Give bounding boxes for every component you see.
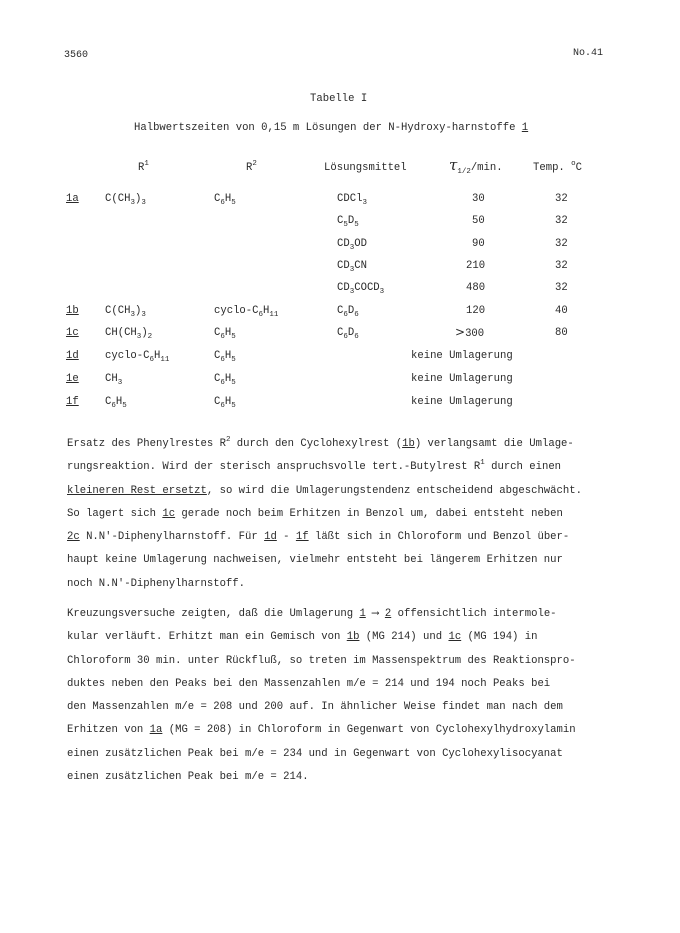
caption-text: Halbwertszeiten von 0,15 m Lösungen der N-Hydroxy-harnstoffe <box>134 122 522 134</box>
text-line: 2c N.N'-Diphenylharnstoff. Für 1d - 1f läßt sich in Chloroform und Benzol über- <box>67 531 570 544</box>
cell-halftime: 50 <box>472 215 485 227</box>
cell-halftime: 30 <box>472 193 485 205</box>
cell-temp: 40 <box>555 305 568 317</box>
paragraph-1 <box>67 433 622 596</box>
greater-than-symbol: > <box>455 325 466 339</box>
paragraph-2 <box>67 603 622 789</box>
cell-r1: $CH(CH_3)_2$ <box>105 327 153 341</box>
text-line: noch N.N'-Diphenylharnstoff. <box>67 577 246 590</box>
cell-r2: $C_6H_5$ <box>214 373 236 387</box>
cell-r1: $CH_3$ <box>105 373 123 387</box>
cell-r2: $C_6H_5$ <box>214 350 236 364</box>
cell-halftime: 120 <box>466 305 486 317</box>
tau-symbol: τ <box>449 156 458 174</box>
cell-r1: cyclo-$C_6H_{11}$ <box>105 350 170 364</box>
text-line: kular verläuft. Erhitzt man ein Gemisch von 1b (MG 214) und 1c (MG 194) in <box>67 631 538 644</box>
cell-r1: $C(CH_3)_3$ <box>105 305 146 319</box>
cell-temp: 32 <box>555 215 568 227</box>
text-line: den Massenzahlen m/e = 208 und 200 auf. In ähnlicher Weise findet man nach dem <box>67 701 563 714</box>
row-id: 1c <box>66 327 79 339</box>
text-line: Ersatz des Phenylrestes $R^2$ durch den Cyclohexylrest (1b) verlangsamt die Umlage- <box>67 436 574 450</box>
cell-r2: $C_6H_5$ <box>214 193 236 207</box>
cell-r2: $C_6H_5$ <box>214 327 236 341</box>
cell-temp: 32 <box>555 238 568 250</box>
text-line: rungsreaktion. Wird der sterisch anspruchsvolle tert.-Butylrest $R^1$ durch einen <box>67 459 562 474</box>
caption-ref: 1 <box>521 122 529 134</box>
cell-r2: $C_6H_5$ <box>214 396 236 410</box>
table-caption <box>134 122 528 134</box>
cell-halftime: 90 <box>472 238 485 250</box>
page-number: 3560 <box>64 50 89 61</box>
row-id: 1e <box>66 373 79 385</box>
cell-r1: $C_6H_5$ <box>105 396 127 410</box>
row-id: 1b <box>66 305 79 317</box>
cell-solvent: $CD_3CN$ <box>337 260 367 274</box>
cell-temp: 32 <box>555 282 568 294</box>
cell-solvent: $C_6D_6$ <box>337 327 359 341</box>
issue-number: No.41 <box>573 48 604 59</box>
text-line: duktes neben den Peaks bei den Massenzahlen m/e = 214 und 194 noch Peaks bei <box>67 677 551 690</box>
cell-solvent: $C_5D_5$ <box>337 215 359 229</box>
cell-solvent: $CD_3OD$ <box>337 238 367 252</box>
text-line: So lagert sich 1c gerade noch beim Erhitzen in Benzol um, dabei entsteht neben <box>67 507 563 520</box>
text-line: haupt keine Umlagerung nachweisen, vielmehr entsteht bei längerem Erhitzen nur <box>67 554 563 567</box>
col-header-r2: $R^2$ <box>246 160 257 174</box>
col-header-solvent: Lösungsmittel <box>324 162 407 174</box>
text-line: Chloroform 30 min. unter Rückfluß, so treten im Massenspektrum des Reaktionspro- <box>67 654 576 667</box>
col-header-r1: $R^1$ <box>138 160 149 174</box>
cell-note: keine Umlagerung <box>411 373 513 385</box>
cell-r2: cyclo-$C_6H_{11}$ <box>214 305 279 319</box>
cell-halftime: 210 <box>466 260 486 272</box>
cell-temp: 32 <box>555 260 568 272</box>
cell-solvent: CDCl$_3$ <box>337 193 367 207</box>
cell-note: keine Umlagerung <box>411 350 513 362</box>
cell-note: keine Umlagerung <box>411 396 513 408</box>
cell-solvent: $CD_3COCD_3$ <box>337 282 385 296</box>
col-header-temp: Temp. $^o$C <box>533 160 583 174</box>
text-line: Kreuzungsversuche zeigten, daß die Umlagerung 1 ⟶ 2 offensichtlich intermole- <box>67 608 557 620</box>
cell-solvent: $C_6D_6$ <box>337 305 359 319</box>
table-title: Tabelle I <box>310 93 368 105</box>
cell-halftime: >300 <box>455 325 485 340</box>
row-id: 1a <box>66 193 79 205</box>
row-id: 1f <box>66 396 79 408</box>
text-line: einen zusätzlichen Peak bei m/e = 234 und in Gegenwart von Cyclohexylisocyanat <box>67 747 563 760</box>
cell-halftime: 480 <box>466 282 486 294</box>
col-header-halftime: $\tau_{1/2}/\min$. <box>449 156 503 176</box>
cell-r1: $C(CH_3)_3$ <box>105 193 146 207</box>
text-line: kleineren Rest ersetzt, so wird die Umlagerungstendenz entscheidend abgeschwächt. <box>67 484 582 497</box>
cell-temp: 80 <box>555 327 568 339</box>
text-line: einen zusätzlichen Peak bei m/e = 214. <box>67 771 309 784</box>
row-id: 1d <box>66 350 79 362</box>
text-line: Erhitzen von 1a (MG = 208) in Chloroform in Gegenwart von Cyclohexylhydroxylamin <box>67 724 576 737</box>
cell-temp: 32 <box>555 193 568 205</box>
